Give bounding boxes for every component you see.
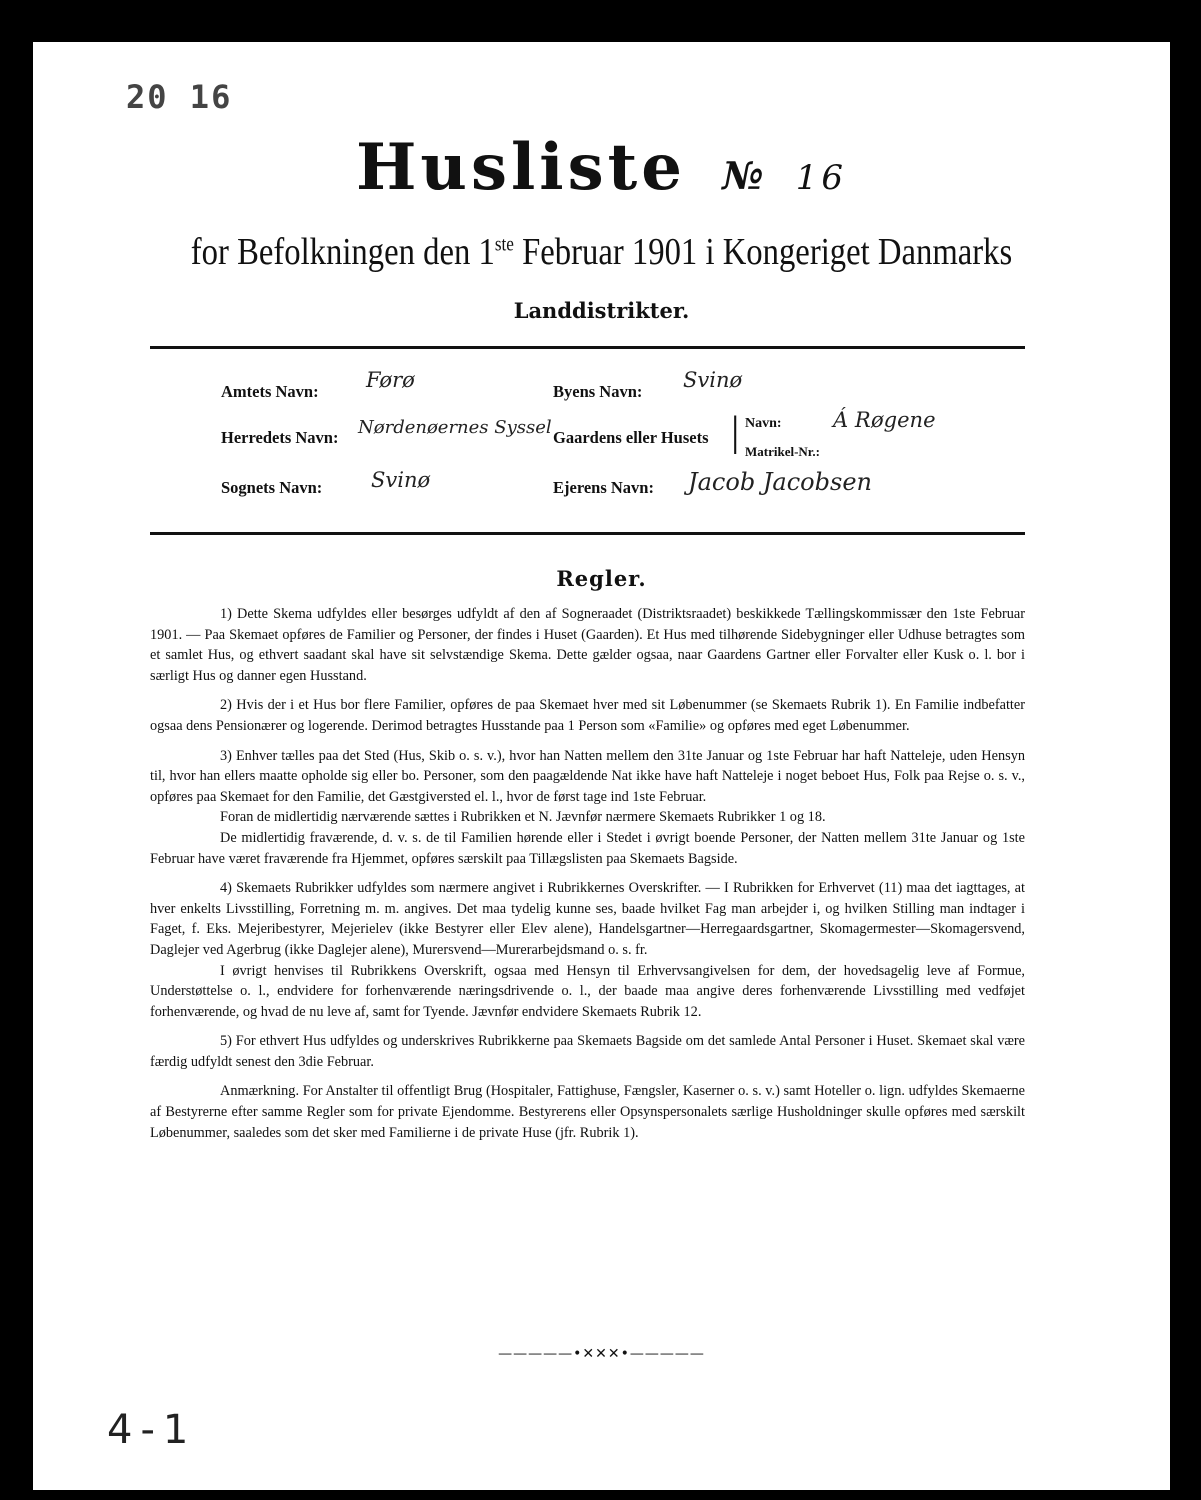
census-sheet [33, 42, 1170, 1490]
rule-5: 5) For ethvert Hus udfyldes og underskrives Rubrikkerne paa Skemaets Bagside om det samlede Antal Personer i Huset. Skemaet skal være færdig udfyldt senest den 3die Februar. [150, 1033, 1025, 1070]
rule-3-note-a: Foran de midlertidig nærværende sættes i Rubrikken et N. Jævnfør nærmere Skemaets Rubrikker 1 og 18. [220, 809, 826, 826]
amt-value: Førø [366, 368, 415, 392]
subtitle-sup: ste [494, 233, 514, 256]
matrikel-label: Matrikel-Nr.: [745, 444, 820, 459]
number-symbol: № [722, 153, 764, 198]
subtitle-pre: for Befolkningen den 1 [190, 231, 495, 273]
landdistrikter-heading: Landdistrikter. [513, 298, 690, 323]
byens-value: Svinø [683, 368, 743, 392]
navn-value: Á Røgene [833, 408, 936, 432]
title-text: Husliste [355, 130, 686, 205]
ejer-label: Ejerens Navn: [553, 478, 654, 497]
rules-section [150, 604, 1025, 1152]
rule-1: 1) Dette Skema udfyldes eller besørges udfyldt af den af Sogneraadet (Distriktsraadet) beskikkede Tællingskommissær den 1ste Februar 1901. — Paa Skemaet opføres de Familier og Personer, der findes i Huset (Gaarden). Et Hus med tilhørende Sidebygninger eller Udhuse betragtes som et samlet Hus, og ethvert saadant skal have sit selvstændige Skema. Dette gælder ogsaa, naar Gaardens Gartner eller Forvalter eller Kusk o. l. bor i særligt Hus og danner egen Husstand. [150, 606, 1025, 684]
bottom-rule [150, 532, 1025, 535]
top-rule [150, 346, 1025, 349]
regler-heading: Regler. [556, 566, 647, 591]
sogn-value: Svinø [371, 468, 431, 492]
house-number: 16 [795, 158, 848, 198]
page-title [33, 130, 1170, 205]
ejer-value: Jacob Jacobsen [688, 468, 872, 496]
rule-3: 3) Enhver tælles paa det Sted (Hus, Skib o. s. v.), hvor han Natten mellem den 31te Januar og 1ste Februar har haft Natteleje, uden Hensyn til, hvor han ellers maatte opholde sig eller bo. Personer, som den paagældende Nat ikke have haft Natteleje i noget beboet Hus, Folk paa Rejse o. s. v., opføres paa Skemaet for den Familie, det Gæstgiversted el. l., hvor de først tage ind 1ste Februar. [150, 747, 1025, 805]
anmaerkning: Anmærkning. For Anstalter til offentligt Brug (Hospitaler, Fattighuse, Fængsler, Kaserner o. s. v.) samt Hoteller o. lign. udfyldes Skemaerne af Bestyrerne efter samme Regler som for private Ejendomme. Bestyrerens eller Opsynspersonalets særlige Husholdninger skulle opføres med særskilt Løbenummer, saaledes som det sker med Familierne i de private Huse (jfr. Rubrik 1). [150, 1083, 1025, 1141]
subtitle [113, 230, 1091, 274]
herred-value: Nørdenøernes Syssel [358, 417, 552, 438]
navn-label: Navn: [745, 416, 782, 431]
amt-label: Amtets Navn: [221, 382, 319, 401]
sogn-label: Sognets Navn: [221, 478, 323, 497]
rule-4-note: I øvrigt henvises til Rubrikkens Overskrift, ogsaa med Hensyn til Erhvervsangivelsen for dem, der hovedsagelig leve af Formue, Understøttelse o. l., endvidere for forhenværende næringsdrivende o. l., der baade maa angive deres forhenværende Livsstilling med vedføjet forhenværende, og hvad de nu leve af, samt for Tyende. Jævnfør endvidere Skemaets Rubrik 12. [150, 962, 1025, 1020]
rule-2: 2) Hvis der i et Hus bor flere Familier, opføres de paa Skemaet hver med sit Løbenummer (se Skemaets Rubrik 1). En Familie indbefatter ogsaa dens Pensionærer og logerende. Derimod betragtes Husstande paa 1 Person som «Familie» og opføres med eget Løbenummer. [150, 697, 1025, 734]
rule-3-note-b: De midlertidig fraværende, d. v. s. de til Familien hørende eller i Stedet i øvrigt boende Personer, der Natten mellem 31te Januar og 1ste Februar have været fraværende fra Hjemmet, opføres særskilt paa Tillægslisten paa Skemaets Bagside. [150, 829, 1025, 867]
gaard-label: Gaardens eller Husets [553, 428, 709, 447]
rule-4: 4) Skemaets Rubrikker udfyldes som nærmere angivet i Rubrikkernes Overskrifter. — I Rubrikken for Erhvervet (11) maa det iagttages, at hver enkelts Livsstilling, Forretning m. m. angives. Det maa tydelig kunne ses, baade hvilket Fag man arbejder i, og hvilken Stilling man indtager i Faget, f. Eks. Mejeribestyrer, Mejerielev (ikke Bestyrer eller Elev alene), Handelsgartner—Herregaardsgartner, Skomagermester—Skomagersvend, Daglejer ved Agerbrug (ikke Daglejer alene), Murersvend—Murerarbejdsmand o. s. fr. [150, 880, 1025, 958]
herred-label: Herredets Navn: [221, 428, 339, 447]
subtitle-post: Februar 1901 i Kongeriget Danmarks [513, 231, 1013, 273]
ornament-divider: —————•✕✕✕•————— [498, 1346, 705, 1362]
field-brace: | [731, 409, 740, 455]
footmark: 4-1 [107, 1407, 197, 1453]
byens-label: Byens Navn: [553, 382, 643, 401]
corner-number: 20 16 [126, 78, 233, 116]
